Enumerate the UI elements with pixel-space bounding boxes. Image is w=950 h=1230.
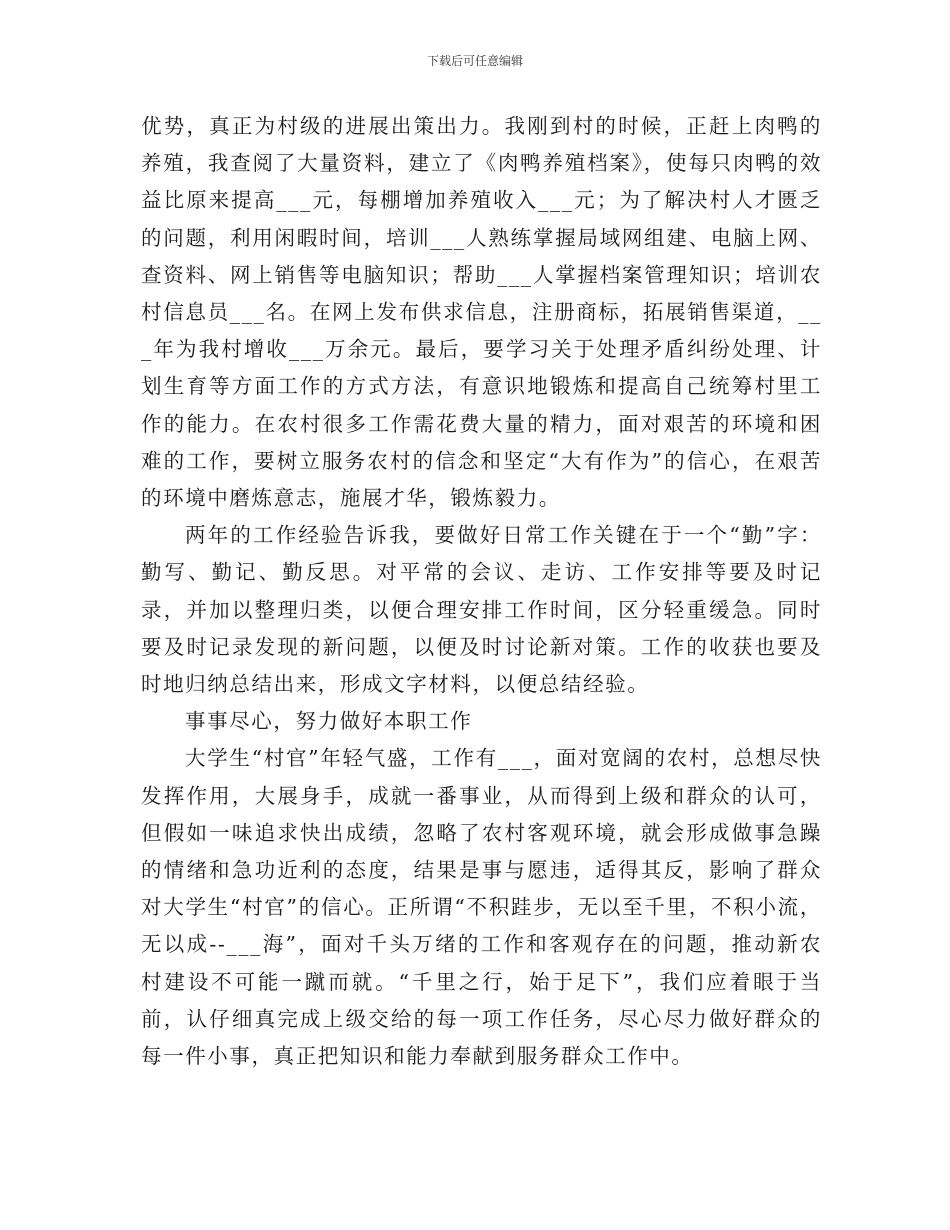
section-heading: 事事尽心，努力做好本职工作 (185, 709, 473, 734)
document-body (141, 108, 822, 1075)
paragraph-continuation: 优势，真正为村级的进展出策出力。我刚到村的时候，正赶上肉鸭的养殖，我查阅了大量资料，建立了《肉鸭养殖档案》，使每只肉鸭的效益比原来提高___元，每棚增加养殖收入___元；为了解决村人才匮乏的问题，利用闲暇时间，培训___人熟练掌握局域网组建、电脑上网、查资料、网上销售等电脑知识；帮助___人掌握档案管理知识；培训农村信息员___名。在网上发布供求信息，注册商标，拓展销售渠道，___年为我村增收___万余元。最后，要学习关于处理矛盾纠纷处理、计划生育等方面工作的方式方法，有意识地锻炼和提高自己统筹村里工作的能力。在农村很多工作需花费大量的精力，面对艰苦的环境和困难的工作，要树立服务农村的信念和坚定“大有作为”的信心，在艰苦的环境中磨炼意志，施展才华，锻炼毅力。 (141, 114, 822, 511)
paragraph-section-body: 大学生“村官”年轻气盛，工作有___，面对宽阔的农村，总想尽快发挥作用，大展身手，成就一番事业，从而得到上级和群众的认可，但假如一味追求快出成绩，忽略了农村客观环境，就会形成做事急躁的情绪和急功近利的态度，结果是事与愿违，适得其反，影响了群众对大学生“村官”的信心。正所谓“不积跬步，无以至千里，不积小流，无以成--___海”，面对千头万绪的工作和客观存在的问题，推动新农村建设不可能一蹴而就。“千里之行，始于足下”，我们应着眼于当前，认仔细真完成上级交给的每一项工作任务，尽心尽力做好群众的每一件小事，真正把知识和能力奉献到服务群众工作中。 (141, 746, 822, 1069)
header-note: 下载后可任意编辑 (426, 54, 523, 68)
paragraph-work-experience: 两年的工作经验告诉我，要做好日常工作关键在于一个“勤”字：勤写、勤记、勤反思。对平常的会议、走访、工作安排等要及时记录，并加以整理归类，以便合理安排工作时间，区分轻重缓急。同时要及时记录发现的新问题，以便及时讨论新对策。工作的收获也要及时地归纳总结出来，形成文字材料，以便总结经验。 (141, 523, 822, 697)
